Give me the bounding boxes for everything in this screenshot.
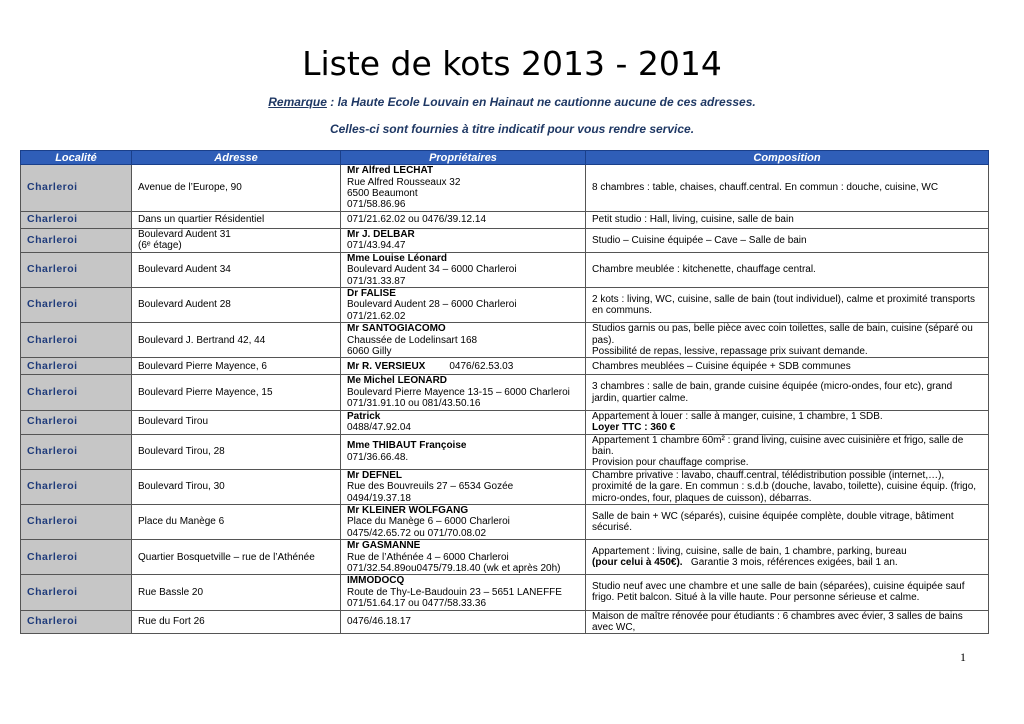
owner-name xyxy=(347,361,579,372)
address-line: Rue du Fort 26 xyxy=(138,616,205,628)
owner-cell xyxy=(341,375,586,410)
composition-line: Maison de maître rénovée pour étudiants : 6 chambres avec évier, 3 salles de bains avec WC, xyxy=(592,610,963,633)
composition-line: Chambre privative : lavabo, chauff.central, télédistribution possible (internet,…), proximité de la gare. En commun : s.d.b (douche, lavabo, toilette), cuisine équip. (frigo, micro-ondes, four, plaques de cuisson), débarras. xyxy=(592,469,977,504)
owner-cell xyxy=(341,212,586,229)
remark xyxy=(0,95,1024,109)
locality-cell: Charleroi xyxy=(21,410,132,434)
locality-cell: Charleroi xyxy=(21,358,132,375)
owner-cell xyxy=(341,610,586,634)
owner-line: Rue Alfred Rousseaux 32 xyxy=(347,176,461,188)
owner-line: 0488/47.92.04 xyxy=(347,422,411,434)
locality-cell: Charleroi xyxy=(21,375,132,410)
address-cell xyxy=(132,229,341,253)
address-line: Boulevard Tirou, 30 xyxy=(138,481,225,493)
composition-cell xyxy=(586,434,989,469)
address-cell xyxy=(132,323,341,358)
owner-line: Place du Manège 6 – 6000 Charleroi xyxy=(347,516,510,528)
owner-line: Chaussée de Lodelinsart 168 xyxy=(347,334,478,346)
composition-cell xyxy=(586,358,989,375)
owner-name xyxy=(347,288,579,299)
composition-line: Provision pour chauffage comprise. xyxy=(592,457,749,469)
owner-line: Boulevard Audent 34 – 6000 Charleroi xyxy=(347,264,517,276)
header-localite: Localité xyxy=(21,151,132,165)
owner-line: 071/32.54.89ou0475/79.18.40 (wk et après 20h) xyxy=(347,562,561,574)
owner-name-text: Me Michel LEONARD xyxy=(347,375,448,387)
owner-line: Rue des Bouvreuils 27 – 6534 Gozée xyxy=(347,481,514,493)
address-cell xyxy=(132,252,341,287)
table-header-row xyxy=(21,151,989,165)
table-row xyxy=(21,252,989,287)
owner-name-text: IMMODOCQ xyxy=(347,575,405,587)
owner-name-text: Mme THIBAUT Françoise xyxy=(347,440,467,452)
owner-cell xyxy=(341,469,586,504)
owner-cell xyxy=(341,504,586,539)
owner-name-text: Mr SANTOGIACOMO xyxy=(347,323,446,335)
composition-cell xyxy=(586,212,989,229)
address-cell xyxy=(132,375,341,410)
owner-name xyxy=(347,440,579,451)
address-cell xyxy=(132,575,341,610)
owner-cell xyxy=(341,288,586,323)
composition-line: Salle de bain + WC (séparés), cuisine équipée complète, double vitrage, bâtiment sécurisé. xyxy=(592,510,954,534)
address-cell xyxy=(132,504,341,539)
table-row xyxy=(21,212,989,229)
owner-name-text: Patrick xyxy=(347,410,381,422)
composition-line: Studios garnis ou pas, belle pièce avec coin toilettes, salle de bain, cuisine (séparé ou pas). xyxy=(592,323,973,346)
locality-cell: Charleroi xyxy=(21,469,132,504)
composition-line: 8 chambres : table, chaises, chauff.central. En commun : douche, cuisine, WC xyxy=(592,182,939,194)
table-row xyxy=(21,434,989,469)
locality-cell: Charleroi xyxy=(21,252,132,287)
table-body xyxy=(21,165,989,634)
address-cell xyxy=(132,358,341,375)
address-cell xyxy=(132,410,341,434)
owner-cell xyxy=(341,165,586,212)
owner-name xyxy=(347,411,579,422)
address-line: Boulevard Audent 31 xyxy=(138,229,231,240)
owner-line: 071/21.62.02 xyxy=(347,310,406,322)
address-line: Rue Bassle 20 xyxy=(138,586,204,598)
composition-line: Appartement : living, cuisine, salle de bain, 1 chambre, parking, bureau xyxy=(592,545,907,557)
owner-line: 071/43.94.47 xyxy=(347,240,406,252)
page-number: 1 xyxy=(960,650,966,664)
owner-cell xyxy=(341,252,586,287)
owner-name-text: Mr KLEINER WOLFGANG xyxy=(347,504,469,516)
owner-line: 071/51.64.17 ou 0477/58.33.36 xyxy=(347,598,487,610)
owner-name xyxy=(347,375,579,386)
address-cell xyxy=(132,469,341,504)
price-line xyxy=(592,557,982,568)
locality-cell: Charleroi xyxy=(21,540,132,575)
owner-name xyxy=(347,165,579,176)
locality-cell: Charleroi xyxy=(21,212,132,229)
composition-cell xyxy=(586,165,989,212)
address-line: Boulevard Tirou xyxy=(138,416,209,428)
owner-phone: 0476/62.53.03 xyxy=(449,360,514,372)
owner-name-text: Mr GASMANNE xyxy=(347,540,421,552)
composition-line: 2 kots : living, WC, cuisine, salle de bain (tout individuel), calme et proximité transports en communs. xyxy=(592,293,975,317)
header-proprietaires: Propriétaires xyxy=(341,151,586,165)
owner-cell xyxy=(341,540,586,575)
composition-cell xyxy=(586,375,989,410)
table-row xyxy=(21,504,989,539)
note: Celles-ci sont fournies à titre indicatif pour vous rendre service. xyxy=(329,122,695,136)
owner-line: Route de Thy-Le-Baudouin 23 – 5651 LANEFFE xyxy=(347,586,562,598)
composition-line: Appartement à louer : salle à manger, cuisine, 1 chambre, 1 SDB. xyxy=(592,410,883,422)
owner-line: Rue de l’Athénée 4 – 6000 Charleroi xyxy=(347,551,509,563)
composition-cell xyxy=(586,229,989,253)
locality-cell: Charleroi xyxy=(21,288,132,323)
owner-name xyxy=(347,575,579,586)
owner-line: Boulevard Pierre Mayence 13-15 – 6000 Charleroi xyxy=(347,386,570,398)
locality-cell: Charleroi xyxy=(21,610,132,634)
owner-name-text: Mme Louise Léonard xyxy=(347,252,448,264)
table-row xyxy=(21,540,989,575)
address-cell xyxy=(132,212,341,229)
owner-line: 0476/46.18.17 xyxy=(347,616,411,628)
composition-cell xyxy=(586,469,989,504)
owner-name-text: Mr DEFNEL xyxy=(347,469,402,481)
owner-cell xyxy=(341,358,586,375)
table-row xyxy=(21,323,989,358)
owner-cell xyxy=(341,575,586,610)
owner-cell xyxy=(341,323,586,358)
price: Loyer TTC : 360 € xyxy=(592,422,676,434)
owner-line: 071/58.86.96 xyxy=(347,199,406,211)
owner-name xyxy=(347,540,579,551)
price-suffix: Garantie 3 mois, références exigées, bail 1 an. xyxy=(682,557,898,569)
table-row xyxy=(21,575,989,610)
address-cell xyxy=(132,540,341,575)
address-line: Boulevard Audent 28 xyxy=(138,299,231,311)
table-row xyxy=(21,375,989,410)
address-line: Place du Manège 6 xyxy=(138,516,225,528)
owner-line: 071/21.62.02 ou 0476/39.12.14 xyxy=(347,214,487,226)
table-row xyxy=(21,610,989,634)
composition-line: Chambres meublées – Cuisine équipée + SDB communes xyxy=(592,360,851,372)
composition-cell xyxy=(586,504,989,539)
header-adresse: Adresse xyxy=(132,151,341,165)
composition-cell xyxy=(586,540,989,575)
composition-line: Possibilité de repas, lessive, repassage prix suivant demande. xyxy=(592,346,868,358)
table-row xyxy=(21,229,989,253)
owner-line: 0494/19.37.18 xyxy=(347,492,411,504)
composition-line: Studio – Cuisine équipée – Cave – Salle de bain xyxy=(592,234,807,246)
owner-cell xyxy=(341,410,586,434)
owner-line: 071/36.66.48. xyxy=(347,451,409,463)
owner-line: 0475/42.65.72 ou 071/70.08.02 xyxy=(347,527,487,539)
owner-line: 071/31.33.87 xyxy=(347,275,406,287)
address-cell xyxy=(132,610,341,634)
owner-name xyxy=(347,323,579,334)
composition-line: 3 chambres : salle de bain, grande cuisine équipée (micro-ondes, four etc), grand jardin, quartier calme. xyxy=(592,381,953,404)
owner-name xyxy=(347,229,579,240)
owner-name-text: Mr J. DELBAR xyxy=(347,229,415,240)
locality-cell: Charleroi xyxy=(21,323,132,358)
table-row xyxy=(21,288,989,323)
table-row xyxy=(21,358,989,375)
table-row xyxy=(21,165,989,212)
owner-name xyxy=(347,470,579,481)
owner-cell xyxy=(341,229,586,253)
address-line: Dans un quartier Résidentiel xyxy=(138,214,265,226)
locality-cell: Charleroi xyxy=(21,575,132,610)
composition-line: Appartement 1 chambre 60m² : grand living, cuisine avec cuisinière et frigo, salle de bain. xyxy=(592,434,964,457)
composition-cell xyxy=(586,252,989,287)
address-line: Boulevard J. Bertrand 42, 44 xyxy=(138,334,266,346)
composition-cell xyxy=(586,575,989,610)
owner-name xyxy=(347,505,579,516)
kots-table xyxy=(20,150,989,634)
owner-cell xyxy=(341,434,586,469)
owner-line: 071/31.91.10 ou 081/43.50.16 xyxy=(347,398,481,410)
composition-line: Chambre meublée : kitchenette, chauffage central. xyxy=(592,264,816,276)
price: (pour celui à 450€). xyxy=(592,557,683,569)
address-line: Boulevard Audent 34 xyxy=(138,264,231,276)
owner-name-text: Mr Alfred LECHAT xyxy=(347,165,434,177)
composition-line: Studio neuf avec une chambre et une salle de bain (séparées), cuisine équipée sauf frigo. Petit balcon. Situé à la ville haute. Pour personne sérieuse et calme. xyxy=(592,581,965,604)
composition-cell xyxy=(586,323,989,358)
owner-name-text: Dr FALISE xyxy=(347,288,396,300)
owner-line: Boulevard Audent 28 – 6000 Charleroi xyxy=(347,299,517,311)
address-line: (6ᵉ étage) xyxy=(138,240,182,252)
locality-cell: Charleroi xyxy=(21,229,132,253)
table-row xyxy=(21,469,989,504)
address-cell xyxy=(132,165,341,212)
table-row xyxy=(21,410,989,434)
locality-cell: Charleroi xyxy=(21,504,132,539)
locality-cell: Charleroi xyxy=(21,434,132,469)
owner-line: 6500 Beaumont xyxy=(347,188,418,199)
owner-line: 6060 Gilly xyxy=(347,346,392,358)
composition-cell xyxy=(586,610,989,634)
locality-cell: Charleroi xyxy=(21,165,132,212)
composition-line: Petit studio : Hall, living, cuisine, salle de bain xyxy=(592,214,794,226)
address-line: Boulevard Pierre Mayence, 6 xyxy=(138,360,267,372)
price-line xyxy=(592,422,982,433)
address-line: Quartier Bosquetville – rue de l’Athénée xyxy=(138,551,315,563)
address-line: Avenue de l’Europe, 90 xyxy=(138,182,242,194)
header-composition: Composition xyxy=(586,151,989,165)
composition-cell xyxy=(586,410,989,434)
page-title: Liste de kots 2013 - 2014 xyxy=(302,44,722,83)
address-line: Boulevard Pierre Mayence, 15 xyxy=(138,386,273,398)
address-line: Boulevard Tirou, 28 xyxy=(138,445,225,457)
composition-cell xyxy=(586,288,989,323)
remark-label: Remarque xyxy=(268,95,327,109)
address-cell xyxy=(132,288,341,323)
owner-name-text: Mr R. VERSIEUX xyxy=(347,360,426,372)
address-cell xyxy=(132,434,341,469)
remark-text: : la Haute Ecole Louvain en Hainaut ne cautionne aucune de ces adresses. xyxy=(326,95,756,109)
owner-name xyxy=(347,253,579,264)
